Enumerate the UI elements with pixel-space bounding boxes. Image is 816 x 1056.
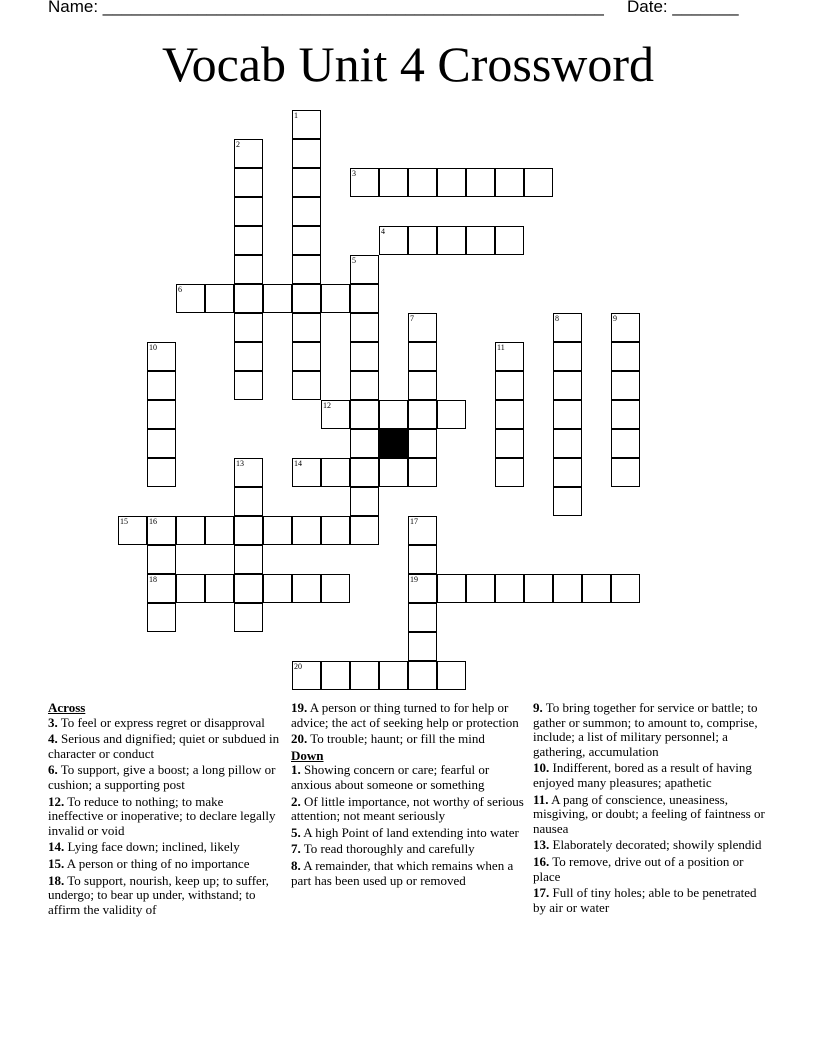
clue-number: 14 <box>294 459 302 468</box>
grid-cell[interactable] <box>350 429 379 458</box>
grid-cell[interactable] <box>437 226 466 255</box>
clue-number: 4 <box>381 227 385 236</box>
clue-down-5: 5. A high Point of land extending into water <box>291 824 519 840</box>
grid-cell[interactable] <box>147 400 176 429</box>
grid-cell[interactable] <box>553 342 582 371</box>
grid-cell[interactable] <box>292 168 321 197</box>
clues-column-1 <box>48 701 280 919</box>
clue-number: 6 <box>178 285 182 294</box>
clue-across-14: 14. Lying face down; inclined, likely <box>48 839 240 855</box>
clue-down-16: 16. To remove, drive out of a position or place <box>533 853 744 884</box>
grid-cell[interactable] <box>350 487 379 516</box>
clue-down-2: 2. Of little importance, not worthy of serious attention; not meant seriously <box>291 793 524 824</box>
name-field-label: Name: _____________________________________________________ <box>48 0 604 16</box>
grid-cell[interactable] <box>408 632 437 661</box>
clue-number: 19 <box>410 575 418 584</box>
grid-cell[interactable] <box>321 284 350 313</box>
grid-cell[interactable] <box>611 371 640 400</box>
grid-cell[interactable] <box>292 313 321 342</box>
grid-cell[interactable] <box>379 168 408 197</box>
grid-cell[interactable] <box>234 255 263 284</box>
grid-cell[interactable] <box>147 429 176 458</box>
grid-cell[interactable] <box>234 313 263 342</box>
grid-cell[interactable] <box>408 168 437 197</box>
down-heading: Down <box>291 747 324 763</box>
clue-number: 17 <box>410 517 418 526</box>
grid-cell[interactable] <box>350 313 379 342</box>
clue-number: 12 <box>323 401 331 410</box>
grid-cell[interactable] <box>408 545 437 574</box>
grid-cell[interactable] <box>176 574 205 603</box>
grid-cell[interactable] <box>350 284 379 313</box>
grid-cell[interactable] <box>466 168 495 197</box>
grid-cell[interactable] <box>611 429 640 458</box>
clue-across-15: 15. A person or thing of no importance <box>48 855 250 871</box>
grid-cell[interactable] <box>495 429 524 458</box>
grid-cell[interactable] <box>553 574 582 603</box>
grid-cell[interactable] <box>582 574 611 603</box>
grid-cell[interactable] <box>611 458 640 487</box>
clue-across-20: 20. To trouble; haunt; or fill the mind <box>291 731 485 747</box>
clue-number: 2 <box>236 140 240 149</box>
grid-cell[interactable] <box>379 400 408 429</box>
grid-cell[interactable] <box>321 458 350 487</box>
clue-number: 9 <box>613 314 617 323</box>
grid-cell[interactable] <box>234 342 263 371</box>
grid-cell[interactable] <box>408 661 437 690</box>
black-square <box>379 429 408 458</box>
clue-across-6: 6. To support, give a boost; a long pillow or cushion; a supporting post <box>48 762 276 792</box>
clue-number: 8 <box>555 314 559 323</box>
grid-cell[interactable] <box>408 226 437 255</box>
grid-cell[interactable] <box>553 458 582 487</box>
grid-cell[interactable] <box>292 342 321 371</box>
grid-cell[interactable] <box>350 661 379 690</box>
grid-cell[interactable] <box>176 516 205 545</box>
grid-cell[interactable] <box>234 197 263 226</box>
grid-cell[interactable] <box>495 458 524 487</box>
grid-cell[interactable] <box>292 574 321 603</box>
grid-cell[interactable] <box>437 661 466 690</box>
clue-number: 15 <box>120 517 128 526</box>
grid-cell[interactable] <box>292 516 321 545</box>
grid-cell[interactable] <box>292 226 321 255</box>
grid-cell[interactable] <box>350 516 379 545</box>
clue-down-11: 11. A pang of conscience, uneasiness, misgiving, or doubt; a feeling of faintness or nausea <box>533 791 765 836</box>
grid-cell[interactable] <box>495 574 524 603</box>
grid-cell[interactable] <box>234 284 263 313</box>
clue-number: 10 <box>149 343 157 352</box>
date-field-label: Date: _______ <box>627 0 739 16</box>
grid-cell[interactable] <box>292 139 321 168</box>
grid-cell[interactable] <box>611 400 640 429</box>
grid-cell[interactable] <box>292 197 321 226</box>
clue-down-7: 7. To read thoroughly and carefully <box>291 841 475 857</box>
grid-cell[interactable] <box>263 516 292 545</box>
clue-down-10: 10. Indifferent, bored as a result of having enjoyed many pleasures; apathetic <box>533 760 752 790</box>
grid-cell[interactable] <box>495 226 524 255</box>
grid-cell[interactable] <box>408 400 437 429</box>
grid-cell[interactable] <box>205 516 234 545</box>
grid-cell[interactable] <box>350 458 379 487</box>
clue-across-4: 4. Serious and dignified; quiet or subdued in character or conduct <box>48 731 280 761</box>
grid-cell[interactable] <box>234 574 263 603</box>
grid-cell[interactable] <box>437 400 466 429</box>
grid-cell[interactable] <box>379 458 408 487</box>
grid-cell[interactable] <box>321 516 350 545</box>
clue-down-1: 1. Showing concern or care; fearful or anxious about someone or something <box>291 762 490 792</box>
grid-cell[interactable] <box>553 400 582 429</box>
clue-number: 18 <box>149 575 157 584</box>
grid-cell[interactable] <box>466 226 495 255</box>
grid-cell[interactable] <box>263 284 292 313</box>
clue-number: 5 <box>352 256 356 265</box>
grid-cell[interactable] <box>263 574 292 603</box>
grid-cell[interactable] <box>495 400 524 429</box>
grid-cell[interactable] <box>147 371 176 400</box>
grid-cell[interactable] <box>408 342 437 371</box>
clue-number: 20 <box>294 662 302 671</box>
clue-down-8: 8. A remainder, that which remains when a part has been used up or removed <box>291 857 514 888</box>
grid-cell[interactable] <box>350 400 379 429</box>
clue-number: 7 <box>410 314 414 323</box>
grid-cell[interactable] <box>147 603 176 632</box>
clue-number: 16 <box>149 517 157 526</box>
grid-cell[interactable] <box>408 458 437 487</box>
grid-cell[interactable] <box>553 429 582 458</box>
grid-cell[interactable] <box>234 226 263 255</box>
grid-cell[interactable] <box>321 574 350 603</box>
grid-cell[interactable] <box>553 371 582 400</box>
grid-cell[interactable] <box>205 284 234 313</box>
grid-cell[interactable] <box>321 661 350 690</box>
clue-down-9: 9. To bring together for service or battle; to gather or summon; to amount to, comprise, include; a list of military personnel; a gathering, accumulation <box>533 700 758 759</box>
grid-cell[interactable] <box>292 255 321 284</box>
clue-number: 3 <box>352 169 356 178</box>
grid-cell[interactable] <box>234 168 263 197</box>
grid-cell[interactable] <box>147 458 176 487</box>
grid-cell[interactable] <box>553 487 582 516</box>
grid-cell[interactable] <box>147 545 176 574</box>
clue-across-3: 3. To feel or express regret or disapproval <box>48 714 265 730</box>
grid-cell[interactable] <box>611 342 640 371</box>
grid-cell[interactable] <box>205 574 234 603</box>
across-heading: Across <box>48 700 86 715</box>
grid-cell[interactable] <box>234 487 263 516</box>
grid-cell[interactable] <box>466 574 495 603</box>
grid-cell[interactable] <box>234 516 263 545</box>
page-title: Vocab Unit 4 Crossword <box>161 36 655 92</box>
clue-across-12: 12. To reduce to nothing; to make ineffective or inoperative; to declare legally invalid or void <box>48 793 276 838</box>
clue-number: 11 <box>497 343 505 352</box>
clue-down-13: 13. Elaborately decorated; showily splendid <box>533 837 762 853</box>
grid-cell[interactable] <box>234 371 263 400</box>
grid-cell[interactable] <box>350 371 379 400</box>
grid-cell[interactable] <box>495 371 524 400</box>
clue-across-18: 18. To support, nourish, keep up; to suffer, undergo; to bear up under, withstand; to affirm the validity of <box>48 872 269 917</box>
grid-cell[interactable] <box>524 574 553 603</box>
clue-down-17: 17. Full of tiny holes; able to be penetrated by air or water <box>533 885 757 915</box>
grid-cell[interactable] <box>495 168 524 197</box>
grid-cell[interactable] <box>611 574 640 603</box>
grid-cell[interactable] <box>408 429 437 458</box>
grid-cell[interactable] <box>234 603 263 632</box>
grid-cell[interactable] <box>437 168 466 197</box>
clue-number: 1 <box>294 111 298 120</box>
clues-column-2 <box>291 701 527 890</box>
grid-cell[interactable] <box>292 371 321 400</box>
grid-cell[interactable] <box>408 603 437 632</box>
clues-column-3 <box>533 701 765 917</box>
grid-cell[interactable] <box>292 284 321 313</box>
clue-across-19: 19. A person or thing turned to for help or advice; the act of seeking help or protection <box>291 700 519 730</box>
grid-cell[interactable] <box>437 574 466 603</box>
grid-cell[interactable] <box>379 661 408 690</box>
grid-cell[interactable] <box>408 371 437 400</box>
grid-cell[interactable] <box>524 168 553 197</box>
grid-cell[interactable] <box>350 342 379 371</box>
grid-cell[interactable] <box>234 545 263 574</box>
clue-number: 13 <box>236 459 244 468</box>
